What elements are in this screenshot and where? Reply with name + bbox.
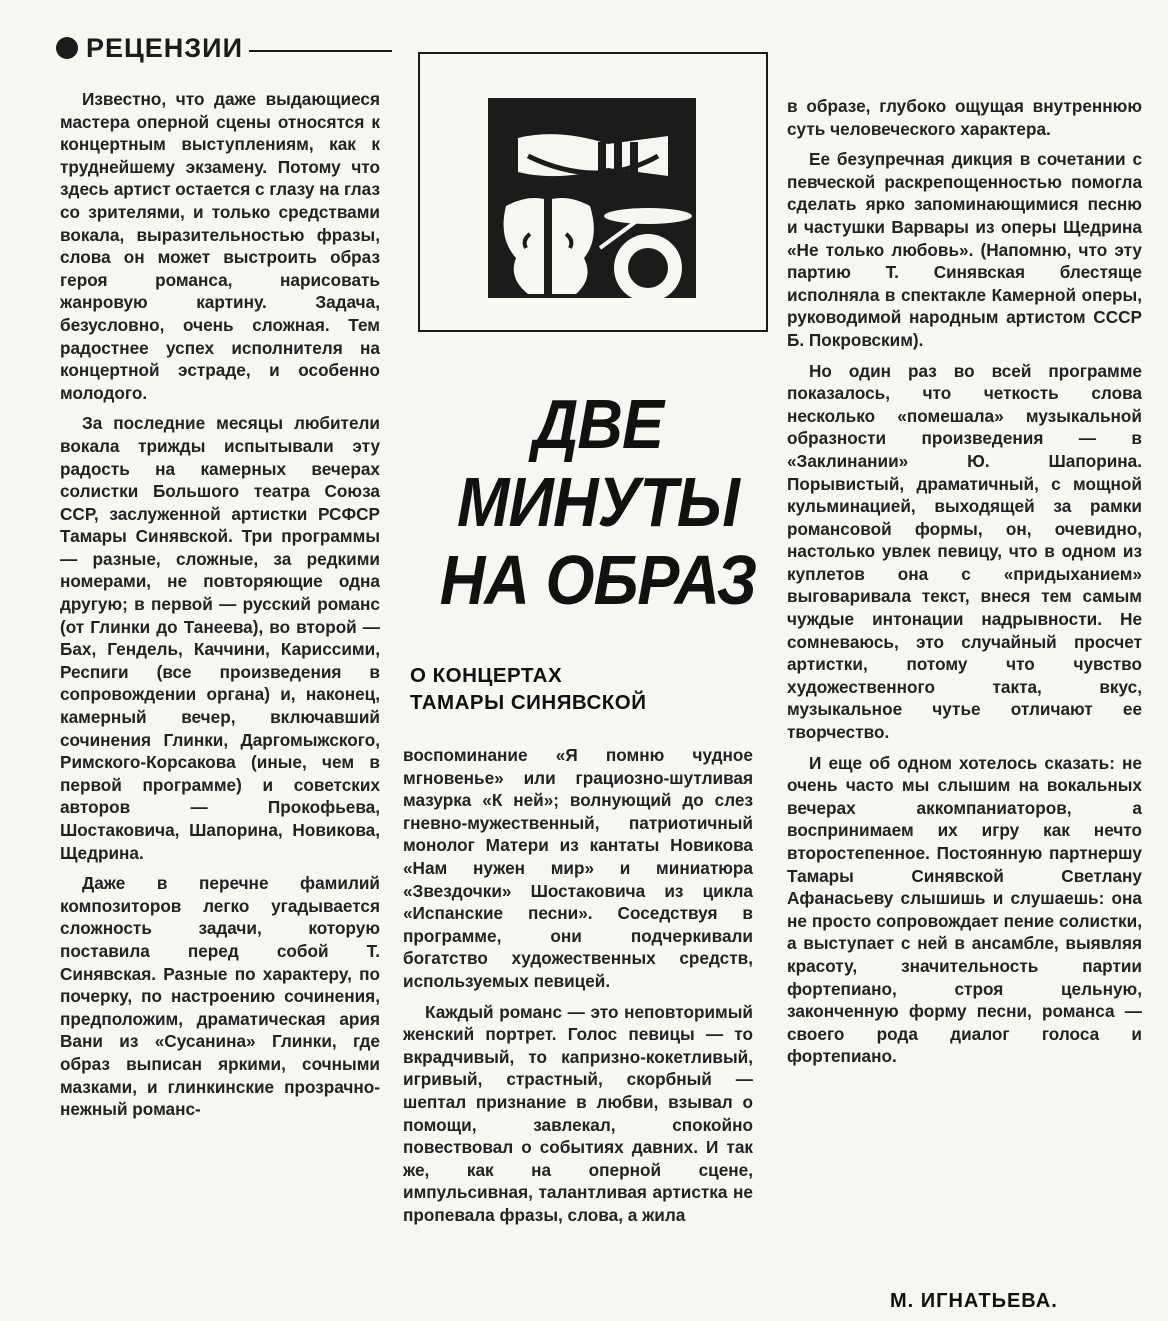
article-subheadline [410,662,760,716]
paragraph: воспоминание «Я помню чудное мгновенье» или грациозно-шутливая мазурка «К ней»; волнующий до слез гневно-мужественный, патриотичный монолог Матери из кантаты Новикова «Нам нужен мир» и миниатюра «Звездочки» Шостаковича из цикла «Испанские песни». Соседствуя в программе, они подчеркивали богатство художественных средств, используемых певицей. [403,745,753,991]
paragraph: Но один раз во всей программе показалось, что четкость слова несколько «помешала» музыкальной образности произведения — в «Заклинании» Ю. Шапорина. Порывистый, драматичный, с мощной кульминацией, выходящей за рамки романсовой формы, он, очевидно, настолько увлек певицу, что в одном из куплетов она с «придыханием» выговаривала текст, внеся тем самым чуждые интонации надрывности. Не сомневаюсь, это случайный просчет артистки, потому что чувство художественного такта, вкус, музыкальное чутье отличают ее творчество. [787,360,1142,743]
middle-column [403,744,753,1234]
paragraph: Каждый романс — это неповторимый женский портрет. Голос певицы — то вкрадчивый, то капризно-кокетливый, игривый, страстный, скорбный — шептал признание в любви, взывал о помощи, завлекал, спокойно повествовал о событиях давних. И так же, как на оперной сцене, импульсивная, талантливая артистка не пропевала фразы, слова, а жила [403,1001,753,1225]
paragraph: За последние месяцы любители вокала трижды испытывали эту радость на камерных вечерах солистки Большого театра Союза ССР, заслуженной артистки РСФСР Тамары Синявской. Три программы — разные, сложные, за редкими номерами, не повторяющие одна другую; в первой — русский романс (от Глинки до Танеева), во второй — Бах, Гендель, Каччини, Кариссими, Респиги (все произведения в сопровождении органа) и, наконец, камерный вечер, включавший сочинения Глинки, Даргомыжского, Римского-Корсакова (иные, чем в первой программе) и советских авторов — Прокофьева, Шостаковича, Шапорина, Новикова, Щедрина. [60,413,380,863]
musical-instruments-illustration-icon [488,98,696,298]
subhead-line: ТАМАРЫ СИНЯВСКОЙ [410,691,647,714]
headline-line: НА ОБРАЗ [439,541,757,619]
left-column [60,88,380,1129]
bullet-dot-icon [56,37,78,59]
paragraph: Ее безупречная дикция в сочетании с певческой раскрепощенностью помогла сделать ярко запоминающимися песню и частушки Варвары из оперы Щедрина «Не только любовь». (Напомню, что эту партию Т. Синявская блестяще исполняла в спектакле Камерной оперы, руководимой народным артистом СССР Б. Покровским). [787,149,1142,350]
article-headline [427,385,769,619]
illustration-frame [418,52,768,332]
section-header [56,30,392,66]
headline-line: МИНУТЫ [456,463,740,541]
headline-line: ДВЕ [532,385,664,463]
paragraph: И еще об одном хотелось сказать: не очень часто мы слышим на вокальных вечерах аккомпаниаторов, а воспринимаем их игру как нечто второстепенное. Постоянную партнершу Тамары Синявской Светлану Афанасьеву слышишь и слушаешь: она не просто сопровождает пение солистки, а выступает с ней в ансамбле, выявляя красоту, значительность партии фортепиано, строя цельную, законченную форму песни, романса — своего рода диалог голоса и фортепиано. [787,752,1142,1067]
paragraph: Известно, что даже выдающиеся мастера оперной сцены относятся к концертным выступлениям, как к труднейшему экзамену. Потому что здесь артист остается с глазу на глаз со зрителями, и только средствами вокала, выразительностью фразы, слова он может выстроить образ героя романса, нарисовать жанровую картину. Задача, безусловно, очень сложная. Тем радостнее успех исполнителя на концертной эстраде, и особенно молодого. [60,89,380,403]
author-signature: М. ИГНАТЬЕВА. [890,1290,1058,1312]
subhead-line: О КОНЦЕРТАХ [410,664,563,687]
right-column [787,95,1142,1076]
section-label: РЕЦЕНЗИИ [86,32,243,63]
paragraph: в образе, глубоко ощущая внутреннюю суть человеческого характера. [787,96,1142,139]
paragraph: Даже в перечне фамилий композиторов легко угадывается сложность задачи, которую поставила перед собой Т. Синявская. Разные по характеру, по почерку, по настроению сочинения, предположим, драматическая ария Вани из «Сусанина» Глинки, где образ выписан яркими, сочными мазками, и глинкинские прозрачно-нежный романс- [60,873,380,1120]
section-rule [249,50,392,52]
